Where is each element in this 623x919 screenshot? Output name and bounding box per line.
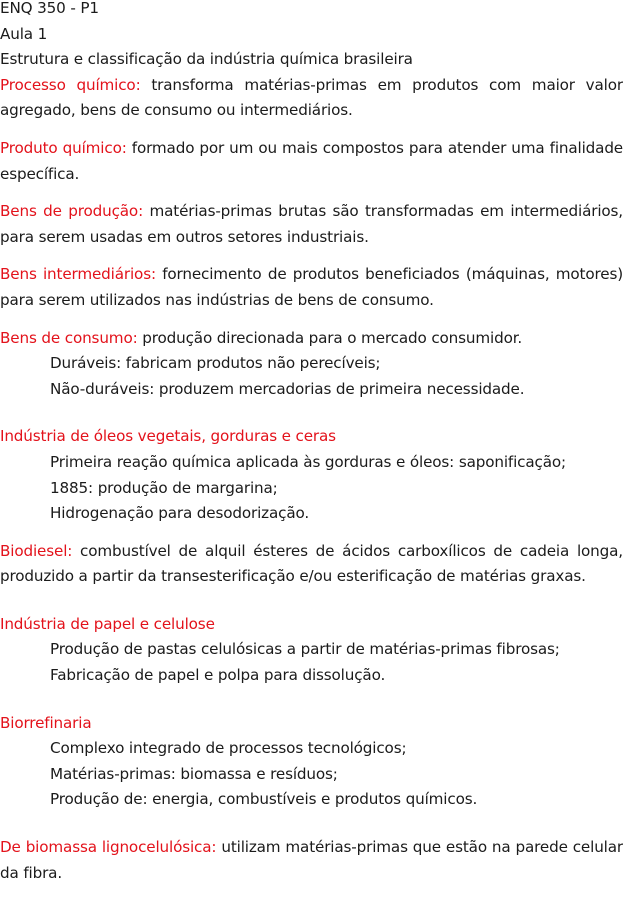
list-item: Primeira reação química aplicada às gorduras e óleos: saponificação; <box>50 452 567 471</box>
term: Bens intermediários: <box>0 265 156 284</box>
list-item: Fabricação de papel e polpa para dissolução. <box>50 666 386 685</box>
topic-title: Estrutura e classificação da indústria química brasileira <box>0 50 413 69</box>
list-item: Duráveis: fabricam produtos não perecíveis; <box>50 354 381 373</box>
definition-bens-consumo <box>0 326 623 352</box>
definition-text: produção direcionada para o mercado consumidor. <box>137 328 523 347</box>
list-item: Produção de pastas celulósicas a partir de matérias-primas fibrosas; <box>50 640 560 659</box>
term: Bens de produção: <box>0 202 144 221</box>
list-item: Produção de: energia, combustíveis e produtos químicos. <box>50 790 478 809</box>
section-heading-oleos: Indústria de óleos vegetais, gorduras e ceras <box>0 427 336 446</box>
definition-biodiesel <box>0 539 623 590</box>
definition-bens-intermediarios <box>0 262 623 313</box>
term: Bens de consumo: <box>0 328 138 347</box>
definition-lignocelulosica <box>0 835 623 886</box>
definition-text: combustível de alquil ésteres de ácidos carboxílicos de cadeia longa, produzido a partir da transesterificação e/ou esterificação de matérias graxas. <box>0 541 623 586</box>
definition-produto-quimico <box>0 136 623 187</box>
definition-processo-quimico <box>0 73 623 124</box>
definition-text: transforma matérias-primas em produtos com maior valor agregado, bens de consumo ou intermediários. <box>0 75 623 120</box>
section-heading-papel: Indústria de papel e celulose <box>0 614 215 633</box>
lesson-title: Aula 1 <box>0 24 48 43</box>
list-item: Complexo integrado de processos tecnológicos; <box>50 739 407 758</box>
term: Produto químico: <box>0 138 127 157</box>
section-heading-biorrefinaria: Biorrefinaria <box>0 713 92 732</box>
definition-text: utilizam matérias-primas que estão na parede celular da fibra. <box>0 838 623 882</box>
definition-bens-producao <box>0 199 623 250</box>
definition-text: matérias-primas brutas são transformadas em intermediários, para serem usadas em outros setores industriais. <box>0 202 623 246</box>
course-code: ENQ 350 - P1 <box>0 0 99 17</box>
definition-text: formado por um ou mais compostos para atender uma finalidade específica. <box>0 138 623 183</box>
term: De biomassa lignocelulósica: <box>0 838 217 857</box>
definition-text: fornecimento de produtos beneficiados (máquinas, motores) para serem utilizados nas indústrias de bens de consumo. <box>0 265 623 309</box>
list-item: Hidrogenação para desodorização. <box>50 504 310 523</box>
term: Biodiesel: <box>0 541 73 560</box>
list-item: 1885: produção de margarina; <box>50 478 278 497</box>
list-item: Não-duráveis: produzem mercadorias de primeira necessidade. <box>50 379 525 398</box>
list-item: Matérias-primas: biomassa e resíduos; <box>50 764 338 783</box>
term: Processo químico: <box>0 75 141 94</box>
